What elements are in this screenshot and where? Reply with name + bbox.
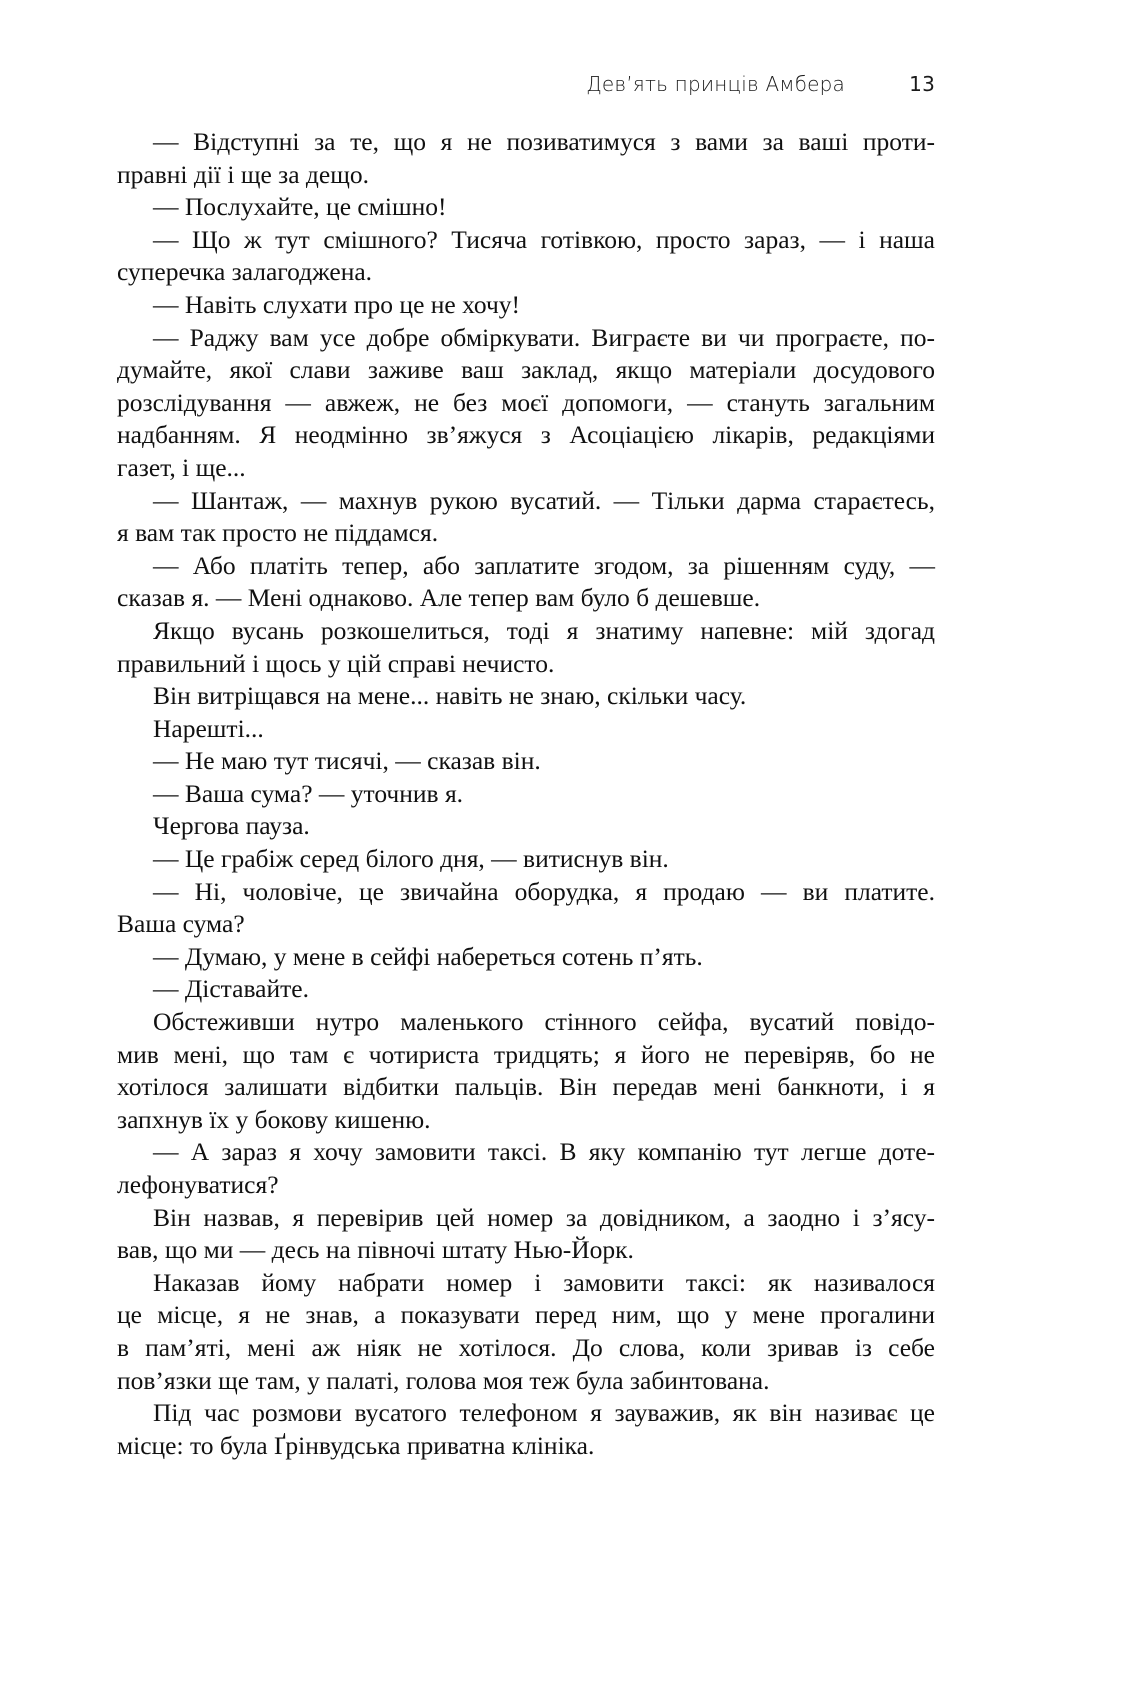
text-line: Під час розмови вусатого телефоном я зауважив, як він називає це (153, 1398, 935, 1428)
text-line: Нарешті... (153, 713, 264, 743)
text-line: — Послухайте, це смішно! (153, 192, 447, 222)
body-text (117, 126, 935, 1462)
text-line: — Не маю тут тисячі, — сказав він. (153, 746, 541, 776)
text-line: пов’язки ще там, у палаті, голова моя теж була забинтована. (117, 1365, 770, 1395)
running-header (560, 72, 935, 102)
text-line: Він назвав, я перевірив цей номер за довідником, а заодно і з’ясу- (153, 1202, 935, 1232)
text-line: Він витріщався на мене... навіть не знаю, скільки часу. (153, 681, 747, 711)
text-line: думайте, якої слави заживе ваш заклад, якщо матеріали досудового (117, 355, 935, 385)
text-line: Чергова пауза. (153, 811, 310, 841)
text-line: газет, і ще... (117, 452, 246, 482)
text-line: — А зараз я хочу замовити таксі. В яку компанію тут легше доте- (153, 1137, 935, 1167)
text-line: — Або платіть тепер, або заплатите згодом, за рішенням суду, — (153, 550, 935, 580)
text-line: сказав я. — Мені однаково. Але тепер вам було б дешевше. (117, 583, 761, 613)
text-line: розслідування — авжеж, не без моєї допомоги, — стануть загальним (117, 387, 935, 417)
text-line: — Раджу вам усе добре обміркувати. Виграєте ви чи програєте, по- (153, 322, 935, 352)
text-line: — Відступні за те, що я не позиватимуся з вами за ваші проти- (153, 127, 935, 156)
text-line: запхнув їх у бокову кишеню. (117, 1104, 431, 1134)
text-line: хотілося залишати відбитки пальців. Він передав мені банкноти, і я (117, 1072, 935, 1102)
page-number: 13 (909, 72, 935, 96)
text-line: я вам так просто не піддамся. (117, 518, 439, 548)
text-line: місце: то була Ґрінвудська приватна клініка. (117, 1430, 595, 1460)
text-line: правні дії і ще за дещо. (117, 159, 369, 189)
text-line: лефонуватися? (117, 1170, 279, 1199)
text-line: Наказав йому набрати номер і замовити таксі: як називалося (153, 1267, 935, 1297)
book-title: Дев’ять принців Амбера (586, 72, 845, 96)
text-line: Обстеживши нутро маленького стінного сейфа, вусатий повідо- (153, 1007, 935, 1037)
text-line: — Що ж тут смішного? Тисяча готівкою, просто зараз, — і наша (153, 224, 935, 254)
text-line: Якщо вусань розкошелиться, тоді я знатиму напевне: мій здогад (153, 615, 935, 645)
text-line: вав, що ми — десь на півночі штату Нью-Йорк. (117, 1235, 634, 1265)
text-line: правильний і щось у цій справі нечисто. (117, 648, 555, 678)
text-line: суперечка залагоджена. (117, 257, 373, 287)
text-line: в пам’яті, мені аж ніяк не хотілося. До слова, коли зривав із себе (117, 1332, 935, 1362)
text-line: — Це грабіж серед білого дня, — витиснув він. (153, 844, 669, 874)
text-line: — Думаю, у мене в сейфі набереться сотень п’ять. (153, 941, 703, 971)
text-line: мив мені, що там є чотириста тридцять; я його не перевіряв, бо не (117, 1039, 935, 1069)
text-line: — Навіть слухати про це не хочу! (153, 289, 521, 319)
text-line: — Ваша сума? — уточнив я. (153, 778, 464, 808)
text-line: це місце, я не знав, а показувати перед ним, що у мене прогалини (117, 1300, 935, 1330)
text-line: — Діставайте. (153, 974, 309, 1004)
text-line: — Ні, чоловіче, це звичайна оборудка, я продаю — ви платите. (153, 876, 935, 906)
text-line: надбанням. Я неодмінно зв’яжуся з Асоціацією лікарів, редакціями (117, 420, 935, 450)
text-line: — Шантаж, — махнув рукою вусатий. — Тільки дарма стараєтесь, (153, 485, 935, 515)
text-line: Ваша сума? (117, 909, 245, 939)
